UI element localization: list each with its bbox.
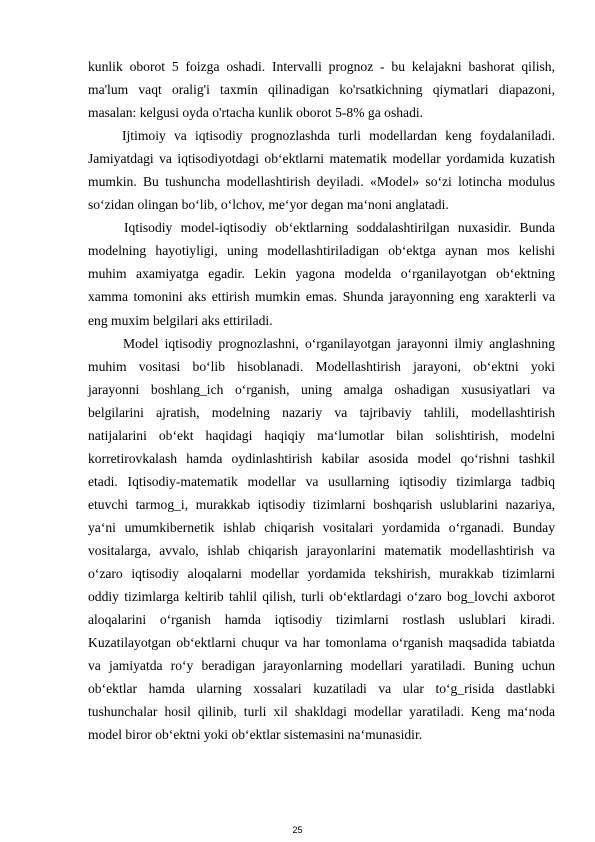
text-line: kunlik oborot 5 foizga oshadi. Intervalli prognoz - bu kelajakni bashorat qilish, [88, 59, 555, 74]
text-line: ob‘ektlar hamda ularning xossalari kuzatiladi va ular to‘g_risida dastlabki [88, 681, 555, 697]
text-line: oddiy tizimlarga keltirib tahlil qilish, turli ob‘ektlardagi o‘zaro bog_lovchi axborot [88, 589, 555, 605]
text-line: masalan: kelgusi oyda o'rtacha kunlik oborot 5-8% ga oshadi. [88, 105, 424, 121]
text-line: etuvchi tarmog_i, murakkab iqtisodiy tizimlarni boshqarish uslublarini nazariya, [88, 496, 555, 512]
text-line: modelning hayotiyligi, uning modellashtiriladigan ob‘ektga aynan mos kelishi [88, 243, 555, 259]
text-line: muhim axamiyatga egadir. Lekin yagona modelda o‘rganilayotgan ob‘ektning [88, 266, 555, 282]
text-line: tushunchalar hosil qilinib, turli xil shakldagi modellar yaratiladi. Keng ma‘noda [88, 704, 555, 720]
text-line: natijalarini ob‘ekt haqidagi haqiqiy ma‘lumotlar bilan solishtirish, modelni [88, 427, 555, 443]
text-line: Ijtimoiy va iqtisodiy prognozlashda turli modellardan keng foydalaniladi. [122, 128, 555, 144]
paragraph [88, 55, 555, 124]
text-line: aloqalarini o‘rganish hamda iqtisodiy tizimlarni rostlash uslublari kiradi. [88, 612, 555, 628]
text-line: ya‘ni umumkibernetik ishlab chiqarish vositalari yordamida o‘rganadi. Bunday [88, 519, 555, 535]
text-line: korretirovkalash hamda oydinlashtirish kabilar asosida model qo‘rishni tashkil [88, 450, 555, 466]
text-line: Jamiyatdagi va iqtisodiyotdagi ob‘ektlarni matematik modellar yordamida kuzatish [88, 151, 555, 167]
text-line: jarayonni boshlang_ich o‘rganish, uning amalga oshadigan xususiyatlari va [88, 381, 555, 397]
text-line: so‘zidan olingan bo‘lib, o‘lchov, me‘yor degan ma‘noni anglatadi. [88, 197, 449, 213]
page-number: 25 [292, 825, 303, 835]
text-line: belgilarini ajratish, modelning nazariy va tajribaviy tahlili, modellashtirish [88, 404, 555, 420]
text-line: Model iqtisodiy prognozlashni, o‘rganilayotgan jarayonni ilmiy anglashning [123, 335, 555, 351]
text-line: model biror ob‘ektni yoki ob‘ektlar sistemasini na‘munasidir. [88, 727, 423, 743]
paragraph [88, 216, 555, 331]
document-body [88, 55, 555, 746]
text-line: etadi. Iqtisodiy-matematik modellar va usullarning iqtisodiy tizimlarga tadbiq [88, 473, 555, 489]
text-line: ma'lum vaqt oralig'i taxmin qilinadigan ko'rsatkichning qiymatlari diapazoni, [88, 82, 555, 98]
text-line: Kuzatilayotgan ob‘ektlarni chuqur va har tomonlama o‘rganish maqsadida tabiatda [88, 635, 555, 651]
text-line: o‘zaro iqtisodiy aloqalarni modellar yordamida tekshirish, murakkab tizimlarni [88, 566, 555, 582]
paragraph [88, 332, 555, 747]
text-line: vositalarga, avvalo, ishlab chiqarish jarayonlarini matematik modellashtirish va [88, 542, 555, 558]
text-line: va jamiyatda ro‘y beradigan jarayonlarning modellari yaratiladi. Buning uchun [88, 658, 555, 674]
text-line: Iqtisodiy model-iqtisodiy ob‘ektlarning soddalashtirilgan nuxasidir. Bunda [124, 220, 555, 236]
text-line: muhim vositasi bo‘lib hisoblanadi. Modellashtirish jarayoni, ob‘ektni yoki [88, 358, 555, 374]
text-line: xamma tomonini aks ettirish mumkin emas. Shunda jarayonning eng xarakterli va [88, 289, 555, 305]
text-line: eng muxim belgilari aks ettiriladi. [88, 312, 273, 328]
paragraph [88, 124, 555, 216]
text-line: mumkin. Bu tushuncha modellashtirish deyiladi. «Model» so‘zi lotincha modulus [88, 174, 555, 190]
